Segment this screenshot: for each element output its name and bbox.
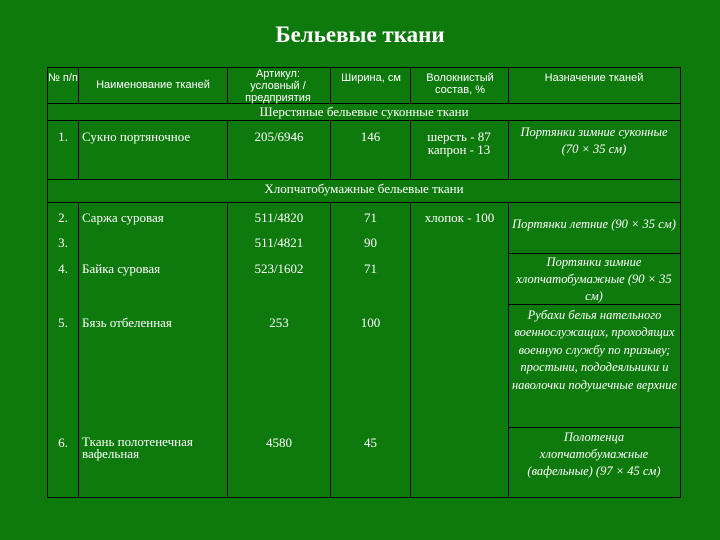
row-name: Сукно портяночное [82,129,191,144]
row-article: 205/6946 [254,129,304,144]
row-article: 253 [269,315,289,330]
row-purpose: Портянки летние (90 × 35 см) [512,217,676,231]
col-divider [227,67,228,104]
page-title: Бельевые ткани [275,22,445,47]
col-divider [78,67,79,104]
table-border-top [47,67,681,68]
row-name: Бязь отбеленная [82,315,172,330]
row-num: 1. [58,129,68,144]
row-purpose: Рубахи белья нательного военнослужащих, проходящих военную службу по призыву; простыни, пододеяльники и наволочки подушечные верхние [511,308,678,392]
row-name: Саржа суровая [82,210,164,225]
col-divider [508,67,509,104]
col-divider [78,202,79,498]
row-num: 6. [58,435,68,450]
header-width: Ширина, см [341,72,401,84]
col-divider [330,120,331,180]
table-border-bottom [47,497,681,498]
row-width: 71 [364,210,377,225]
col-divider [78,120,79,180]
row-num: 3. [58,235,68,250]
header-purpose: Назначение тканей [544,72,644,84]
row-width: 100 [360,315,381,330]
header-num: № п/п [48,72,78,84]
row-purpose: Полотенца хлопчатобумажные (вафельные) (97 × 45 см) [527,430,661,478]
header-name: Наименование тканей [96,79,210,91]
row-purpose: Портянки зимние хлопчатобумажные (90 × 35 см) [516,255,672,303]
row-width: 146 [360,129,381,144]
row-width: 71 [364,261,377,276]
row-purpose: Портянки зимние суконные (70 × 35 см) [520,125,668,156]
row-name: Байка суровая [82,261,161,276]
col-divider [410,202,411,498]
col-divider [410,120,411,180]
row-article: 4580 [266,435,292,450]
row-article: 511/4820 [254,210,304,225]
row-num: 5. [58,315,68,330]
row-fiber: шерсть - 87 капрон - 13 [427,129,491,157]
section-wool: Шерстяные бельевые суконные ткани [259,104,469,119]
header-article: Артикул: условный / предприятия [245,68,311,104]
col-divider [410,67,411,104]
row-name: Ткань полотенечная вафельная [82,434,193,461]
col-divider [330,67,331,104]
row-divider [47,179,681,180]
row-divider [508,427,681,428]
row-article: 511/4821 [254,235,304,250]
row-width: 90 [364,235,377,250]
row-num: 4. [58,261,68,276]
row-article: 523/1602 [254,261,304,276]
col-divider [227,120,228,180]
row-divider [47,120,681,121]
col-divider [508,120,509,180]
header-fiber: Волокнистый состав, % [426,72,494,96]
row-divider [47,202,681,203]
table-border-right [680,67,681,498]
row-width: 45 [364,435,377,450]
row-num: 2. [58,210,68,225]
section-cotton: Хлопчатобумажные бельевые ткани [264,181,464,196]
cotton-fiber: хлопок - 100 [424,210,495,225]
